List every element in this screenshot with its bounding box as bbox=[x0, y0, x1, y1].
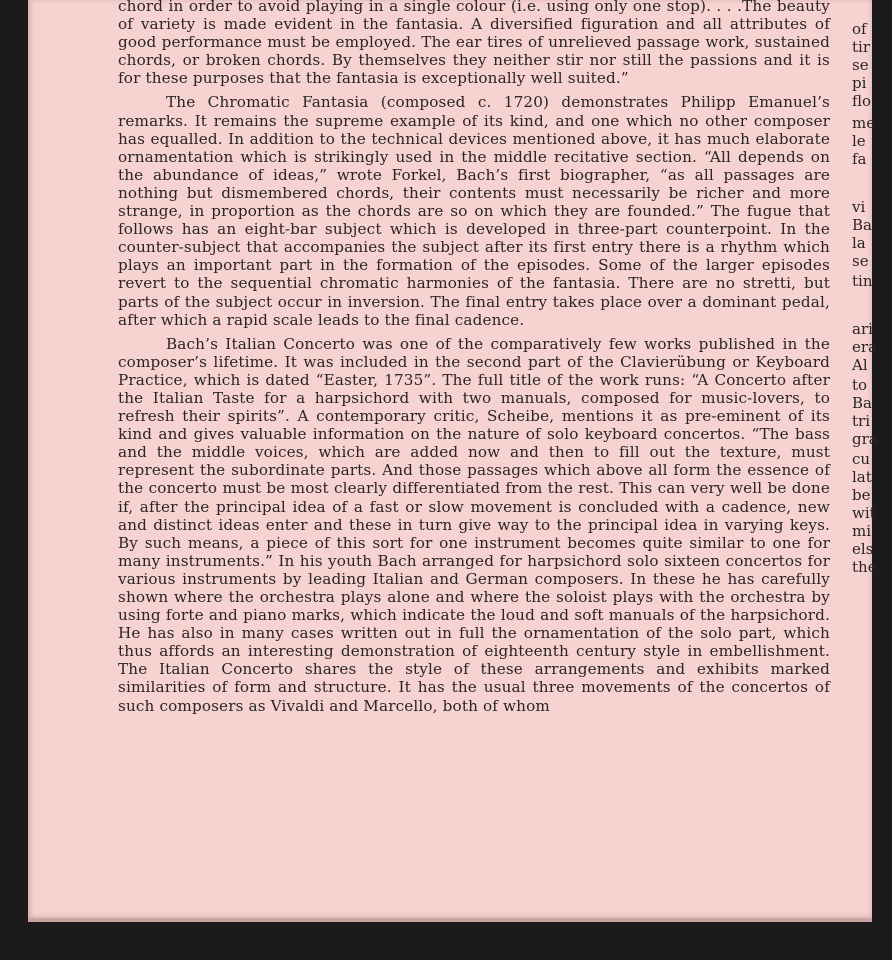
document-page bbox=[28, 0, 878, 920]
right-column-fragment: Ba bbox=[852, 394, 872, 412]
right-column-fragment: tir bbox=[852, 38, 870, 56]
right-column-fragment: ari bbox=[852, 320, 873, 338]
right-column-fragment: la bbox=[852, 234, 866, 252]
right-column-fragment: flo bbox=[852, 92, 872, 110]
right-column-fragment: me bbox=[852, 114, 876, 132]
right-column-fragment: gra bbox=[852, 430, 878, 448]
right-column-fragment: be bbox=[852, 486, 871, 504]
right-column-fragment: cu bbox=[852, 450, 871, 468]
page-bottom-edge bbox=[28, 918, 872, 922]
right-column-fragment: mi bbox=[852, 522, 872, 540]
right-column-fragment: the bbox=[852, 558, 877, 576]
right-column-fragment: pi bbox=[852, 74, 867, 92]
right-column-fragment: Ba bbox=[852, 216, 872, 234]
right-column-fragment: wit bbox=[852, 504, 876, 522]
right-column-fragment: le bbox=[852, 132, 866, 150]
right-column-fragment: vi bbox=[852, 198, 866, 216]
right-column-fragment: se bbox=[852, 56, 869, 74]
right-column-fragment: els bbox=[852, 540, 874, 558]
paragraph-2: The Chromatic Fantasia (composed c. 1720) demonstrates Philipp Emanuel’s remarks. It remains the supreme example of its kind, and one which no other composer has equalled. In addition to the technical devices mentioned above, it has much elaborate ornamentation which is strikingly used in the middle recitative section. “All depends on the abundance of ideas,” wrote Forkel, Bach’s first biographer, “as all passages are nothing but dismembered chords, their contents must necessarily be richer and more strange, in proportion as the chords are so on which they are founded.” The fugue that follows has an eight-bar subject which is developed in three-part counterpoint. In the counter-subject that accompanies the subject after its first entry there is a rhythm which plays an important part in the formation of the episodes. Some of the larger episodes revert to the sequential chromatic harmonies of the fantasia. There are no stretti, but parts of the subject occur in inversion. The final entry takes place over a dominant pedal, after which a rapid scale leads to the final cadence. bbox=[118, 93, 830, 329]
paragraph-3: Bach’s Italian Concerto was one of the comparatively few works published in the composer’s lifetime. It was included in the second part of the Clavierübung or Keyboard Practice, which is dated “Easter, 1735”. The full title of the work runs: “A Concerto after the Italian Taste for a harpsichord with two manuals, composed for music-lovers, to refresh their spirits”. A contemporary critic, Scheibe, mentions it as pre-eminent of its kind and gives valuable information on the nature of solo keyboard concertos. “The bass and the middle voices, which are added now and then to fill out the texture, must represent the subordinate parts. And those passages which above all form the essence of the concerto must be most clearly differentiated from the rest. This can very well be done if, after the principal idea of a fast or slow movement is concluded with a cadence, new and distinct ideas enter and these in turn give way to the principal idea in varying keys. By such means, a piece of this sort for one instrument becomes quite similar to one for many instruments.” In his youth Bach arranged for harpsichord solo sixteen concertos for various instruments by leading Italian and German composers. In these he has carefully shown where the orchestra plays alone and where the soloist plays with the orchestra by using forte and piano marks, which indicate the loud and soft manuals of the harpsichord. He has also in many cases written out in full the ornamentation of the solo part, which thus affords an interesting demonstration of eighteenth century style in embellishment. The Italian Concerto shares the style of these arrangements and exhibits marked similarities of form and structure. It has the usual three movements of the concertos of such composers as Vivaldi and Marcello, both of whom bbox=[118, 334, 830, 715]
paragraph-1: chord in order to avoid playing in a single colour (i.e. using only one stop). . . .The beauty of variety is made evident in the fantasia. A diversified figuration and all attributes of good performance must be employed. The ear tires of unrelieved passage work, sustained chords, or broken chords. By themselves they neither stir nor still the passions and it is for these purposes that the fantasia is exceptionally well suited.” bbox=[118, 0, 830, 88]
main-text-column bbox=[118, 0, 830, 715]
right-column-fragment: fa bbox=[852, 150, 867, 168]
right-column-fragment: era bbox=[852, 338, 877, 356]
right-column-fragment: tri bbox=[852, 412, 870, 430]
right-column-fragment: of bbox=[852, 20, 867, 38]
right-column-fragment: lat bbox=[852, 468, 872, 486]
right-column-fragment: Al bbox=[852, 356, 868, 374]
right-column-fragment: tin bbox=[852, 272, 873, 290]
right-column-fragment: se bbox=[852, 252, 869, 270]
right-column-fragment: to bbox=[852, 376, 868, 394]
